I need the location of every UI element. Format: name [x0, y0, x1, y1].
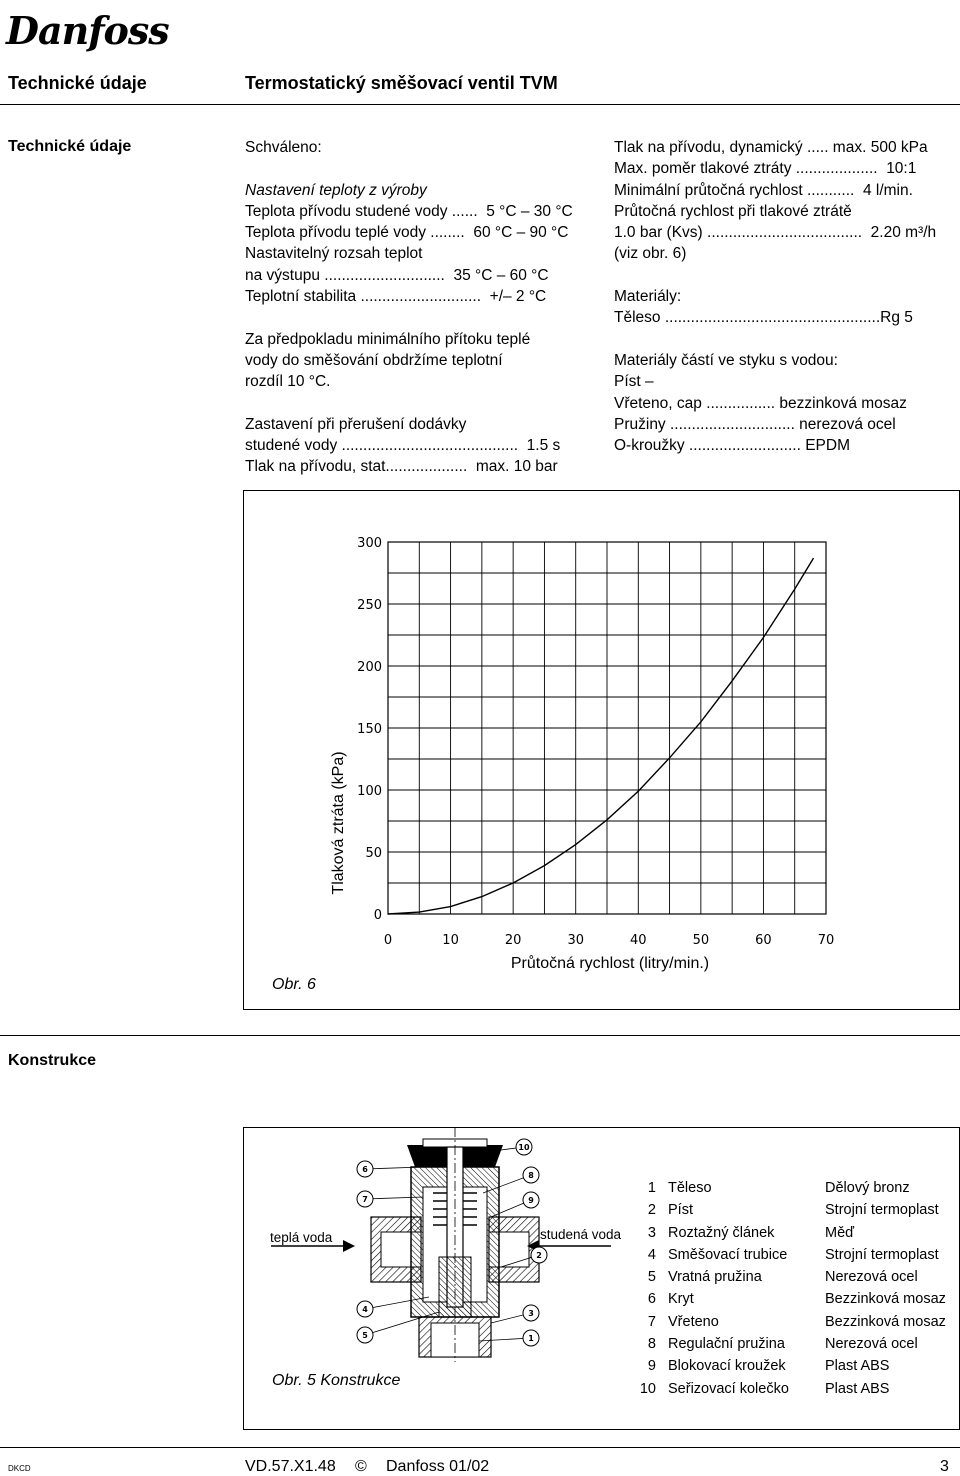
- header-right-title: Termostatický směšovací ventil TVM: [245, 73, 558, 93]
- tech-line: Průtočná rychlost při tlakové ztrátě: [614, 202, 852, 220]
- tech-line: Schváleno:: [245, 139, 322, 156]
- y-tick-label: 0: [373, 908, 382, 923]
- footer-doc-number: VD.57.X1.48: [245, 1458, 336, 1475]
- part-name: Píst: [668, 1202, 693, 1219]
- tech-line: Za předpokladu minimálního přítoku teplé: [245, 330, 531, 348]
- part-number: 9: [647, 1358, 656, 1375]
- callout-number: 9: [528, 1196, 534, 1205]
- callout-number: 5: [362, 1331, 368, 1340]
- x-tick-label: 50: [692, 933, 710, 948]
- header-rule: [0, 104, 960, 105]
- tech-line: Teplotní stabilita ............................ +/– 2 °C: [245, 288, 547, 306]
- tech-line: na výstupu ............................ 35 °C – 60 °C: [245, 266, 549, 284]
- part-number: 6: [647, 1291, 656, 1308]
- tech-line: Max. poměr tlakové ztráty ................... 10:1: [614, 160, 917, 178]
- y-tick-label: 50: [365, 846, 382, 861]
- tech-section-label: Technické údaje: [8, 138, 132, 155]
- part-number: 3: [647, 1224, 656, 1241]
- y-tick-label: 100: [357, 784, 382, 799]
- parts-row: [630, 1311, 956, 1333]
- footer-company: Danfoss 01/02: [386, 1458, 490, 1475]
- x-tick-label: 0: [383, 933, 393, 948]
- cold-water-label: studená voda: [540, 1227, 622, 1242]
- x-tick-label: 30: [567, 933, 584, 948]
- parts-row: [630, 1355, 956, 1377]
- part-name: Seřizovací kolečko: [668, 1380, 789, 1397]
- parts-row: [630, 1222, 956, 1244]
- x-tick-label: 70: [817, 933, 835, 948]
- tech-line: vody do směšování obdržíme teplotní: [245, 351, 503, 369]
- part-material: Strojní termoplast: [825, 1202, 939, 1219]
- parts-row: [630, 1177, 956, 1199]
- danfoss-logo: Danfoss: [6, 8, 169, 53]
- tech-line: Teplota přívodu studené vody ...... 5 °C – 30 °C: [245, 202, 573, 220]
- tech-line: Nastavení teploty z výroby: [245, 181, 427, 199]
- callout-number: 1: [528, 1334, 534, 1343]
- figure-6-caption: Obr. 6: [272, 976, 316, 993]
- tech-line: 1.0 bar (Kvs) .................................... 2.20 m³/h: [614, 224, 937, 242]
- callout-number: 4: [362, 1305, 368, 1314]
- part-name: Vřeteno: [668, 1313, 719, 1330]
- construction-section-label: Konstrukce: [8, 1052, 97, 1069]
- parts-row: [630, 1288, 956, 1310]
- tech-line: Teplota přívodu teplé vody ........ 60 °C – 90 °C: [245, 224, 569, 242]
- copyright-symbol: ©: [355, 1458, 367, 1475]
- chart-tick-labels: [357, 536, 834, 948]
- part-number: 8: [647, 1336, 656, 1353]
- callout-number: 6: [362, 1165, 368, 1174]
- header-left-title: Technické údaje: [8, 73, 147, 93]
- callout-number: 10: [518, 1143, 530, 1152]
- part-material: Bezzinková mosaz: [825, 1313, 946, 1330]
- part-material: Nerezová ocel: [825, 1336, 918, 1353]
- tech-line: Nastavitelný rozsah teplot: [245, 245, 423, 263]
- part-name: Vratná pružina: [668, 1269, 762, 1286]
- part-material: Měď: [825, 1224, 855, 1241]
- tech-line: O-kroužky .......................... EPDM: [614, 437, 850, 455]
- tech-line: studené vody ......................................... 1.5 s: [245, 437, 561, 455]
- tech-line: Tlak na přívodu, stat................... max. 10 bar: [245, 458, 558, 476]
- tech-line: (viz obr. 6): [614, 245, 687, 263]
- part-material: Strojní termoplast: [825, 1246, 939, 1263]
- parts-row: [630, 1266, 956, 1288]
- chart-grid: [388, 542, 826, 914]
- parts-row: [630, 1378, 956, 1400]
- part-name: Blokovací kroužek: [668, 1358, 786, 1375]
- tech-line: Materiály:: [614, 288, 682, 306]
- tech-line: Pružiny ............................. nerezová ocel: [614, 415, 896, 433]
- part-material: Plast ABS: [825, 1358, 890, 1375]
- part-number: 2: [647, 1202, 656, 1219]
- part-material: Plast ABS: [825, 1380, 890, 1397]
- part-number: 1: [647, 1180, 656, 1196]
- tech-line: Zastavení při přerušení dodávky: [245, 415, 467, 433]
- footer-code: DKCD: [8, 1464, 31, 1473]
- part-material: Bezzinková mosaz: [825, 1291, 946, 1308]
- tech-line: Minimální průtočná rychlost ........... 4 l/min.: [614, 181, 913, 199]
- y-tick-label: 250: [357, 598, 382, 613]
- x-tick-label: 40: [630, 933, 647, 948]
- parts-row: [630, 1199, 956, 1221]
- part-material: Nerezová ocel: [825, 1269, 918, 1286]
- y-tick-label: 300: [357, 536, 382, 551]
- part-name: Regulační pružina: [668, 1336, 785, 1353]
- footer-rule: [0, 1447, 960, 1448]
- tech-line: rozdíl 10 °C.: [245, 373, 331, 391]
- y-tick-label: 150: [357, 722, 382, 737]
- chart-y-axis-label: Tlaková ztráta (kPa): [330, 751, 347, 895]
- section-rule: [0, 1035, 960, 1036]
- part-name: Kryt: [668, 1291, 694, 1308]
- x-tick-label: 60: [755, 933, 772, 948]
- tech-line: Vřeteno, cap ................ bezzinková mosaz: [614, 394, 907, 412]
- part-number: 5: [647, 1269, 656, 1286]
- figure-5-caption: Obr. 5 Konstrukce: [272, 1372, 401, 1389]
- tech-line: [614, 265, 959, 286]
- pressure-loss-chart: [243, 490, 960, 1010]
- callout-number: 3: [528, 1309, 534, 1318]
- part-name: Směšovací trubice: [668, 1246, 788, 1263]
- x-tick-label: 10: [442, 933, 459, 948]
- tech-line: [245, 158, 605, 179]
- tech-line: [614, 329, 959, 350]
- part-name: Roztažný článek: [668, 1224, 775, 1241]
- x-tick-label: 20: [504, 933, 522, 948]
- y-tick-label: 200: [357, 660, 382, 675]
- parts-row: [630, 1244, 956, 1266]
- parts-row: [630, 1333, 956, 1355]
- tech-line: Tlak na přívodu, dynamický ..... max. 500 kPa: [614, 139, 928, 156]
- parts-list: [630, 1177, 956, 1400]
- chart-series: [388, 558, 814, 914]
- page-number: 3: [940, 1458, 949, 1475]
- tech-column-2: [614, 137, 959, 456]
- tech-line: [245, 393, 605, 414]
- hot-water-label: teplá voda: [270, 1230, 333, 1245]
- tech-line: Materiály částí ve styku s vodou:: [614, 351, 838, 369]
- part-material: Dělový bronz: [825, 1180, 910, 1196]
- pressure-loss-curve: [388, 558, 814, 914]
- callout-number: 7: [362, 1195, 368, 1204]
- part-name: Těleso: [668, 1180, 712, 1196]
- part-number: 4: [647, 1246, 656, 1263]
- tech-line: Píst –: [614, 373, 654, 391]
- tech-line: Těleso ..................................................Rg 5: [614, 309, 913, 327]
- tech-line: [245, 307, 605, 328]
- part-number: 10: [639, 1380, 656, 1397]
- part-number: 7: [647, 1313, 656, 1330]
- tech-column-1: [245, 137, 605, 478]
- callout-number: 8: [528, 1171, 534, 1180]
- chart-x-axis-label: Průtočná rychlost (litry/min.): [510, 955, 710, 972]
- callout-number: 2: [536, 1251, 542, 1260]
